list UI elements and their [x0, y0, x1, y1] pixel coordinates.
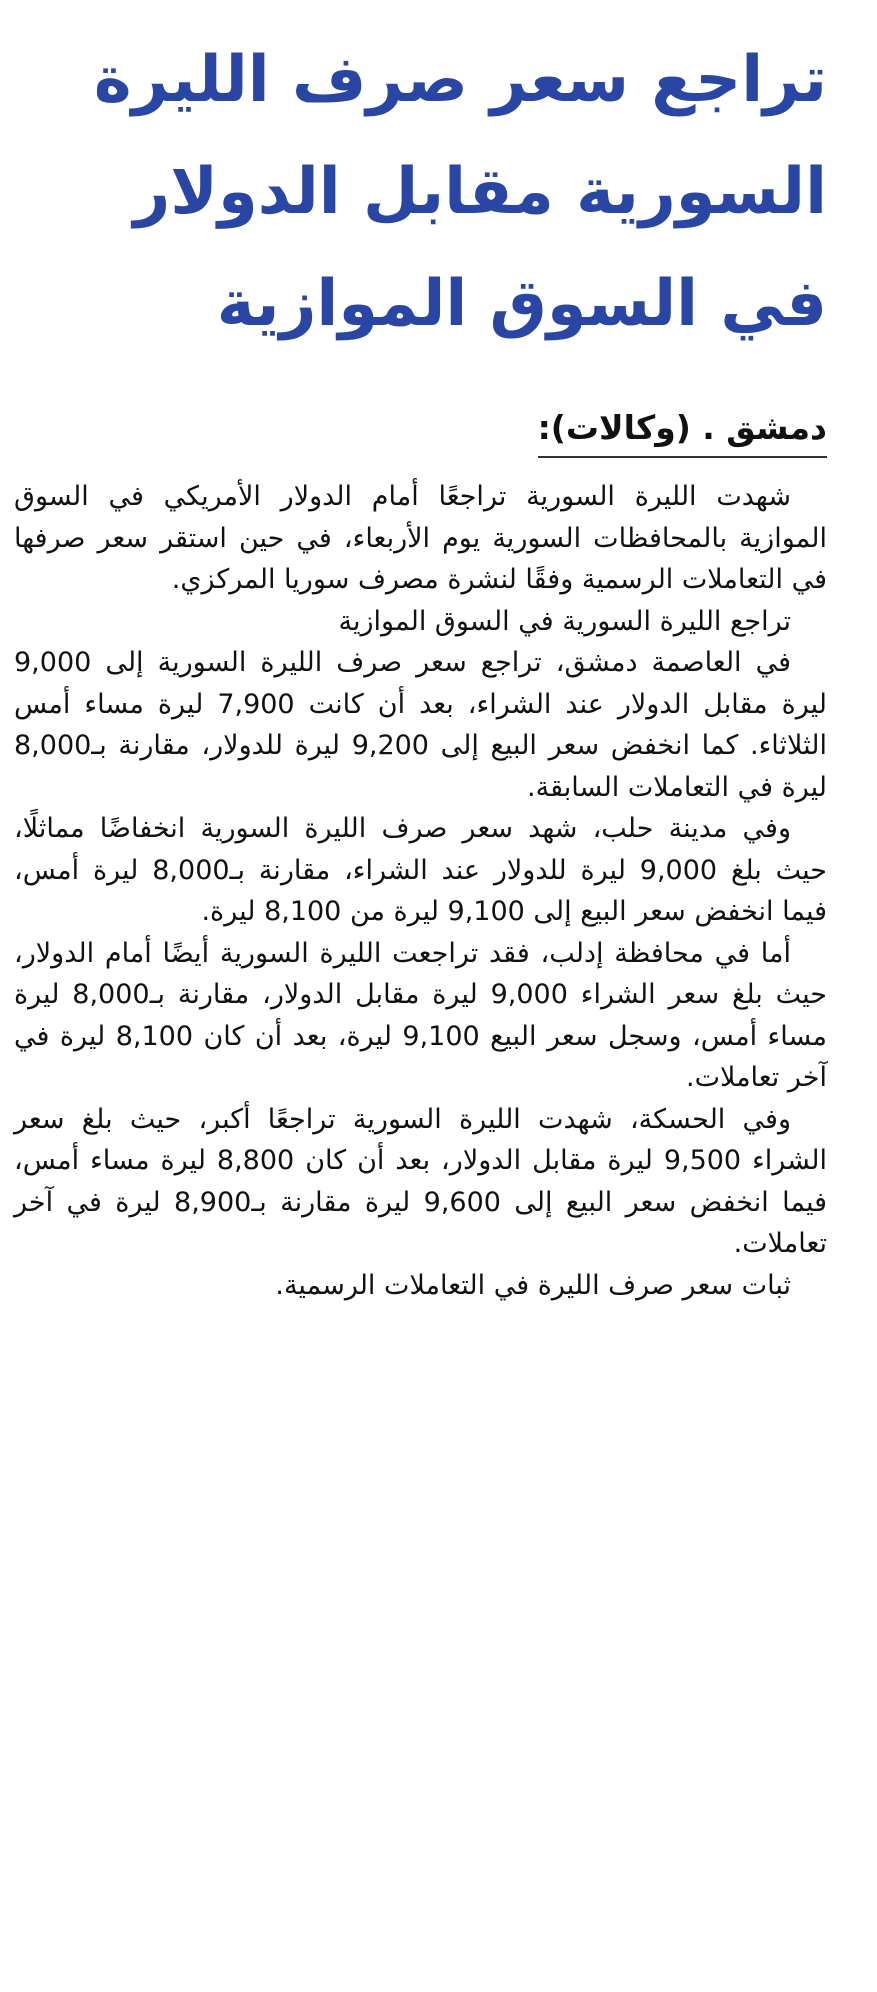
dateline: دمشق . (وكالات): [538, 404, 827, 458]
headline-line-3: في السوق الموازية [216, 267, 827, 341]
headline-line-2: السورية مقابل الدولار [133, 155, 827, 229]
paragraph-intro: شهدت الليرة السورية تراجعًا أمام الدولار الأمريكي في السوق الموازية بالمحافظات السورية يوم الأربعاء، في حين استقر سعر صرفها في التعاملات الرسمية وفقًا لنشرة مصرف سوريا المركزي. [14, 481, 827, 595]
paragraph-official-rate: ثبات سعر صرف الليرة في التعاملات الرسمية. [275, 1269, 791, 1301]
paragraph-damascus: في العاصمة دمشق، تراجع سعر صرف الليرة السورية إلى 9,000 ليرة مقابل الدولار عند الشراء، بعد أن كانت 7,900 ليرة مساء أمس الثلاثاء. كما انخفض سعر البيع إلى 9,200 ليرة للدولار، مقارنة بـ8,000 ليرة في التعاملات السابقة. [14, 647, 827, 803]
paragraph-aleppo: وفي مدينة حلب، شهد سعر صرف الليرة السورية انخفاضًا مماثلًا، حيث بلغ 9,000 ليرة للدولار عند الشراء، مقارنة بـ8,000 ليرة أمس، فيما انخفض سعر البيع إلى 9,100 ليرة من 8,100 ليرة. [14, 813, 827, 927]
paragraph-idlib: أما في محافظة إدلب، فقد تراجعت الليرة السورية أيضًا أمام الدولار، حيث بلغ سعر الشراء 9,000 ليرة مقابل الدولار، مقارنة بـ8,000 ليرة مساء أمس، وسجل سعر البيع 9,100 ليرة، بعد أن كان 8,100 ليرة في آخر تعاملات. [14, 937, 827, 1093]
paragraph-subhead: تراجع الليرة السورية في السوق الموازية [338, 605, 791, 637]
headline-line-1: تراجع سعر صرف الليرة [93, 43, 827, 117]
paragraph-hasakah: وفي الحسكة، شهدت الليرة السورية تراجعًا أكبر، حيث بلغ سعر الشراء 9,500 ليرة مقابل الدولار، بعد أن كان 8,800 ليرة مساء أمس، فيما انخفض سعر البيع إلى 9,600 ليرة مقارنة بـ8,900 ليرة في آخر تعاملات. [14, 1103, 828, 1259]
article-body [14, 476, 827, 1306]
dateline-container [14, 404, 827, 458]
headline [14, 24, 827, 360]
